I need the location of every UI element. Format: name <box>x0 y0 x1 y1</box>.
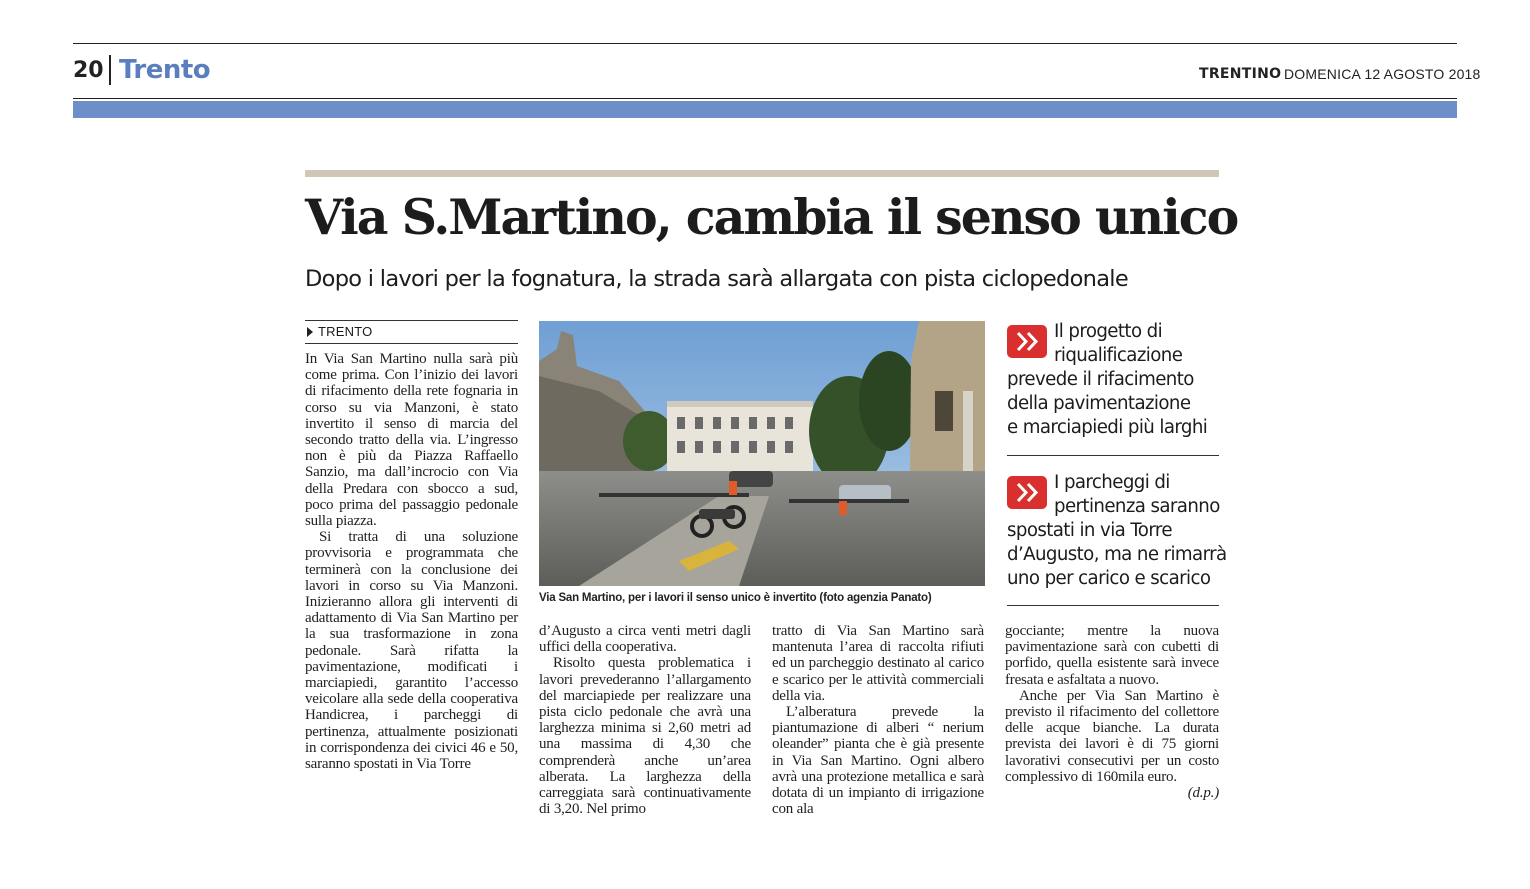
dateline-triangle-icon <box>307 327 313 337</box>
double-chevron-right-icon <box>1007 325 1047 358</box>
article-subhead: Dopo i lavori per la fognatura, la strada sarà allargata con pista ciclopedonale <box>305 266 1128 292</box>
quote-divider <box>1007 605 1219 606</box>
article-column-2 <box>539 623 751 817</box>
paragraph: Si tratta di una soluzione provvisoria e programmata che terminerà con la conclusione dei lavori in corso su Via Manzoni. Inizieranno allora gli interventi di adattamento di Via San Martino per la sua trasformazione in zona pedonale. Sarà rifatta la pavimentazione, modificati i marciapiedi, garantito l’accesso veicolare alla sede della cooperativa Handicrea, i parcheggi di pertinenza, attualmente posizionati in corrispondenza dei civici 46 e 50, saranno spostati in Via Torre <box>305 529 518 773</box>
quote-2-line: I parcheggi di <box>1054 472 1170 493</box>
double-chevron-right-icon <box>1007 476 1047 509</box>
author-signature: (d.p.) <box>1187 785 1219 802</box>
section-title: Trento <box>119 55 211 85</box>
quote-1-line: riqualificazione <box>1054 345 1183 366</box>
photo-caption: Via San Martino, per i lavori il senso unico è invertito (foto agenzia Panato) <box>539 592 932 604</box>
dateline-bottom-rule <box>305 343 518 344</box>
quote-2-line: pertinenza saranno <box>1054 496 1220 517</box>
quote-2-line: uno per carico e scarico <box>1007 568 1211 589</box>
quote-1-line: prevede il rifacimento <box>1007 369 1194 390</box>
article-column-4 <box>1005 623 1219 801</box>
article-column-1 <box>305 351 518 772</box>
paragraph: Risolto questa problematica i lavori prevederanno l’allargamento del marciapiede per realizzare una pista ciclo pedonale che avrà una larghezza minima si 2,60 metri ad una massima di 4,30 che comprenderà anche un’area alberata. La larghezza della carreggiata sarà continuativamente di 3,20. Nel primo <box>539 655 751 818</box>
issue-date: DOMENICA 12 AGOSTO 2018 <box>1284 66 1481 82</box>
paragraph-text: Anche per Via San Martino è previsto il rifacimento del collettore delle acque bianche. La durata prevista dei lavori è di 75 giorni lavorativi consecutivi per un costo complessivo di 160mila euro. <box>1005 687 1219 785</box>
page-number: 20 <box>73 58 104 83</box>
paragraph <box>1005 687 1219 802</box>
header-bottom-rule <box>73 98 1457 99</box>
paragraph: In Via San Martino nulla sarà più come prima. Con l’inizio dei lavori di rifacimento della rete fognaria in corso su via Manzoni, è stato invertito il senso di marcia del secondo tratto della via. L’ingresso non è più da Piazza Raffaello Sanzio, ma dall’incrocio con Via della Predara con sbocco a sud, poco prima del passaggio pedonale sulla piazza. <box>305 351 518 530</box>
paragraph: tratto di Via San Martino sarà mantenuta l’area di raccolta rifiuti ed un parcheggio destinato al carico e scarico per le attività commerciali della via. <box>772 623 984 704</box>
quote-2-line: spostati in via Torre <box>1007 520 1172 541</box>
article-headline: Via S.Martino, cambia il senso unico <box>305 188 1238 246</box>
article-photo <box>539 321 985 586</box>
paragraph: d’Augusto a circa venti metri dagli uffici della cooperativa. <box>539 623 751 656</box>
quote-1-line: Il progetto di <box>1054 321 1163 342</box>
header-separator <box>109 55 111 85</box>
newspaper-name: TRENTINO <box>1199 66 1282 82</box>
dateline-top-rule <box>305 320 518 321</box>
quote-divider <box>1007 455 1219 456</box>
paragraph: L’alberatura prevede la piantumazione di alberi “ nerium oleander” pianta che è già presente in Via San Martino. Ogni albero avrà una protezione metallica e sarà dotata di un impianto di irrigazione con ala <box>772 704 984 818</box>
quote-2-line: d’Augusto, ma ne rimarrà <box>1007 544 1227 565</box>
section-color-band <box>73 101 1457 118</box>
headline-kicker-bar <box>305 170 1219 177</box>
header-top-rule <box>73 43 1457 44</box>
quote-1-line: e marciapiedi più larghi <box>1007 417 1208 438</box>
quote-1-line: della pavimentazione <box>1007 393 1191 414</box>
paragraph: gocciante; mentre la nuova pavimentazione sarà con cubetti di porfido, quella esistente sarà invece fresata e asfaltata a nuovo. <box>1005 623 1219 688</box>
article-column-3 <box>772 623 984 817</box>
dateline: TRENTO <box>318 324 373 339</box>
